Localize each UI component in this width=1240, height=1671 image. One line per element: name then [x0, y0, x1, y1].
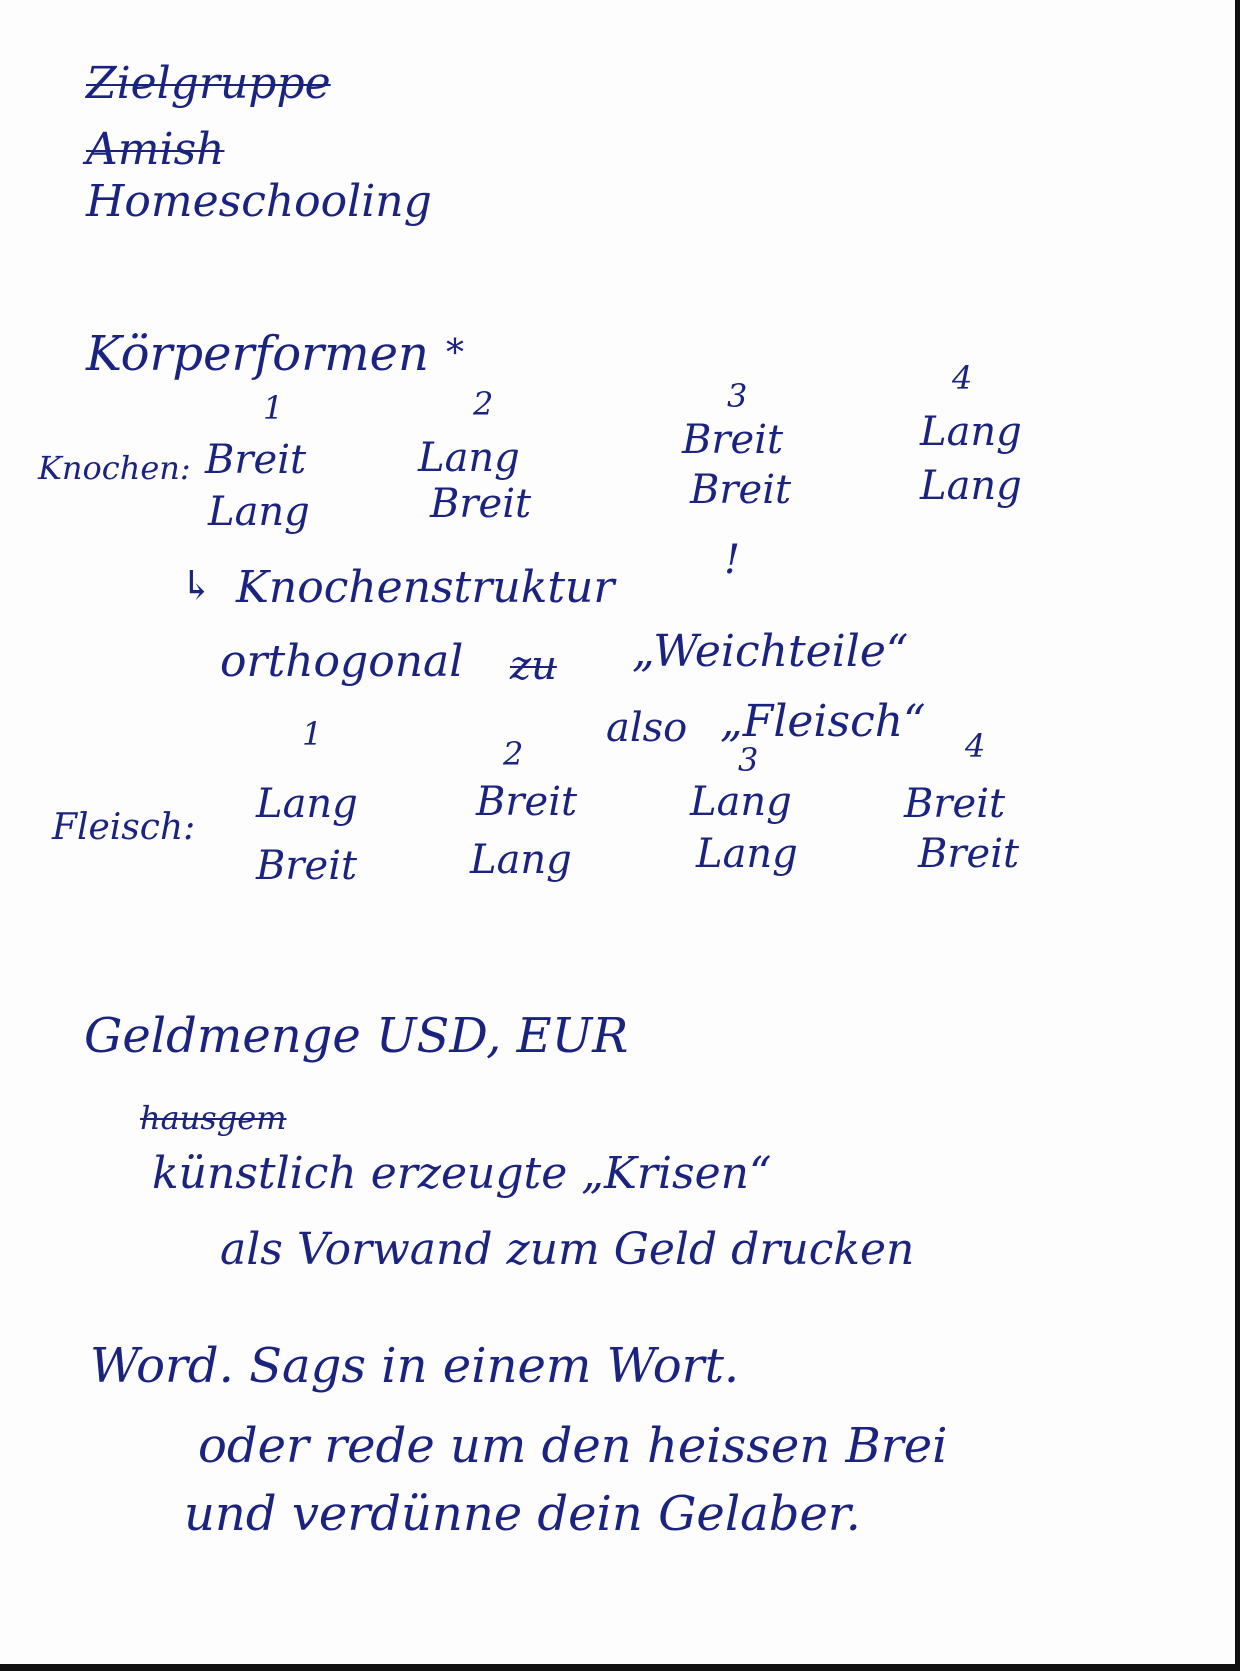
- knochen-col-4-number: 4: [952, 359, 973, 397]
- fleisch-col-3-top: Lang: [690, 779, 792, 825]
- knochen-col-1-bottom: Lang: [208, 489, 310, 535]
- also-text: also: [606, 705, 688, 751]
- weichteile-text: „Weichteile“: [632, 626, 909, 677]
- knochen-col-3-number: 3: [727, 377, 748, 415]
- fleisch-col-1-bottom: Breit: [256, 843, 358, 889]
- knochen-col-4-bottom: Lang: [920, 463, 1022, 509]
- scan-edge-right: [1235, 0, 1240, 1671]
- fleisch-col-1-top: Lang: [256, 781, 358, 827]
- knochenstruktur-text: Knochenstruktur: [236, 562, 615, 613]
- geld-drucken-line: als Vorwand zum Geld drucken: [220, 1224, 915, 1275]
- knochen-col-1-top: Breit: [205, 437, 307, 483]
- fleisch-col-4-bottom: Breit: [918, 831, 1020, 877]
- word-line-2: oder rede um den heissen Brei: [198, 1418, 948, 1474]
- knochen-col-3-bottom: Breit: [690, 467, 792, 513]
- crossed-out-word: hausgem: [140, 1099, 287, 1137]
- knochen-label: Knochen:: [38, 449, 191, 487]
- word-line-1: Word. Sags in einem Wort.: [90, 1338, 740, 1394]
- fleisch-label: Fleisch:: [52, 807, 196, 848]
- knochen-col-2-bottom: Breit: [430, 481, 532, 527]
- homeschooling-text: Homeschooling: [86, 176, 432, 227]
- fleisch-col-2-top: Breit: [476, 779, 578, 825]
- knochen-col-3-top: Breit: [682, 417, 784, 463]
- fleisch-col-3-number: 3: [738, 741, 759, 779]
- amish-text: Amish: [86, 124, 225, 175]
- koerperformen-heading: Körperformen: [86, 326, 429, 382]
- orthogonal-text: orthogonal: [220, 636, 464, 687]
- asterisk-mark: *: [446, 333, 464, 374]
- knochen-col-2-number: 2: [473, 385, 494, 423]
- knochen-col-2-top: Lang: [418, 435, 520, 481]
- fleisch-col-2-number: 2: [503, 735, 524, 773]
- knochen-col-1-number: 1: [263, 389, 284, 427]
- fleisch-col-3-bottom: Lang: [696, 831, 798, 877]
- zielgruppe-text: Zielgruppe: [86, 58, 331, 109]
- krisen-line: künstlich erzeugte „Krisen“: [152, 1148, 772, 1199]
- exclamation-mark: !: [724, 537, 741, 583]
- fleisch-quote-text: „Fleisch“: [720, 696, 926, 747]
- word-line-3: und verdünne dein Gelaber.: [184, 1486, 861, 1542]
- arrow-icon: ↳: [180, 563, 214, 609]
- knochen-col-4-top: Lang: [920, 409, 1022, 455]
- fleisch-col-4-top: Breit: [904, 781, 1006, 827]
- scan-edge-bottom: [0, 1664, 1240, 1671]
- zu-text: zu: [510, 643, 557, 689]
- fleisch-col-4-number: 4: [965, 727, 986, 765]
- fleisch-col-2-bottom: Lang: [470, 837, 572, 883]
- geldmenge-text: Geldmenge USD, EUR: [84, 1008, 629, 1064]
- fleisch-col-1-number: 1: [302, 715, 323, 753]
